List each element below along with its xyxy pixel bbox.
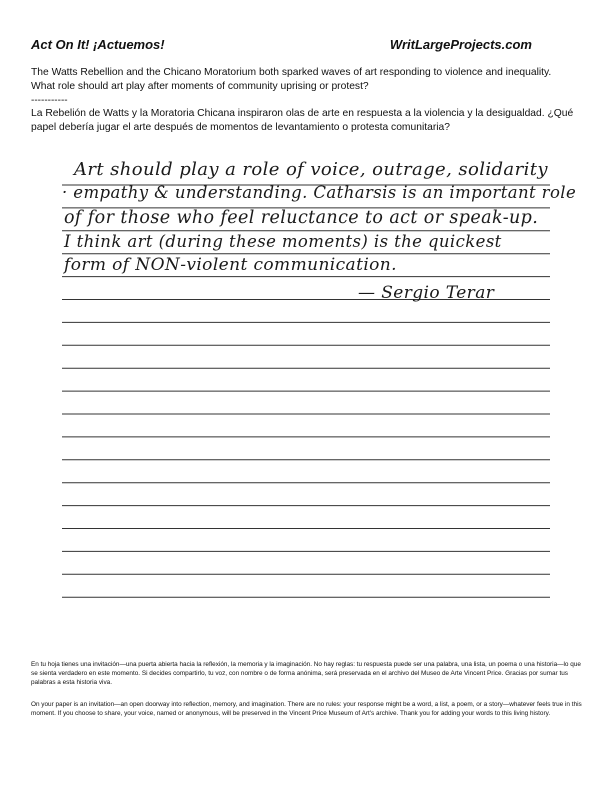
writing-area (62, 151, 577, 601)
handwritten-line: form of NON-violent communication. (64, 255, 397, 275)
handwritten-line: Art should play a role of voice, outrage, solidarity (74, 159, 548, 180)
worksheet-title: Act On It! ¡Actuemos! (31, 37, 165, 52)
footer-english: On your paper is an invitation—an open doorway into reflection, memory, and imagination. There are no rules: your response might be a word, a list, a poem, or a story—whatever feels true in this moment. If you choose to share, your voice, named or anonymous, will be preserved in the Vincent Price Museum of Art's archive. Thank you for adding your words to this living history. (31, 701, 582, 717)
prompt-english: The Watts Rebellion and the Chicano Moratorium both sparked waves of art responding to violence and inequality. What role should art play after moments of community uprising or protest? (31, 67, 552, 92)
handwritten-line: of for those who feel reluctance to act or speak-up. (64, 208, 539, 228)
handwritten-line: I think art (during these moments) is the quickest (64, 232, 502, 251)
prompt-spanish: La Rebelión de Watts y la Moratoria Chicana inspiraron olas de arte en respuesta a la violencia y la desigualdad. ¿Qué papel debería jugar el arte después de momentos de levantamiento o protesta comunitaria? (31, 108, 574, 133)
footer-spanish: En tu hoja tienes una invitación—una puerta abierta hacia la reflexión, la memoria y la imaginación. No hay reglas: tu respuesta puede ser una palabra, una lista, un poema o una historia—lo que se sienta verdadero en este momento. Si decides compartirlo, tu voz, con nombre o de forma anónima, será preservada en el archivo del Museo de Arte Vincent Price. Gracias por sumar tus palabras a esta historia viva. (31, 661, 581, 686)
website-label: WritLargeProjects.com (389, 37, 532, 52)
handwritten-signature: — Sergio Terar (358, 283, 495, 303)
prompt-divider: ----------- (31, 95, 68, 106)
handwritten-line: · empathy & understanding. Catharsis is an important role (62, 183, 577, 202)
